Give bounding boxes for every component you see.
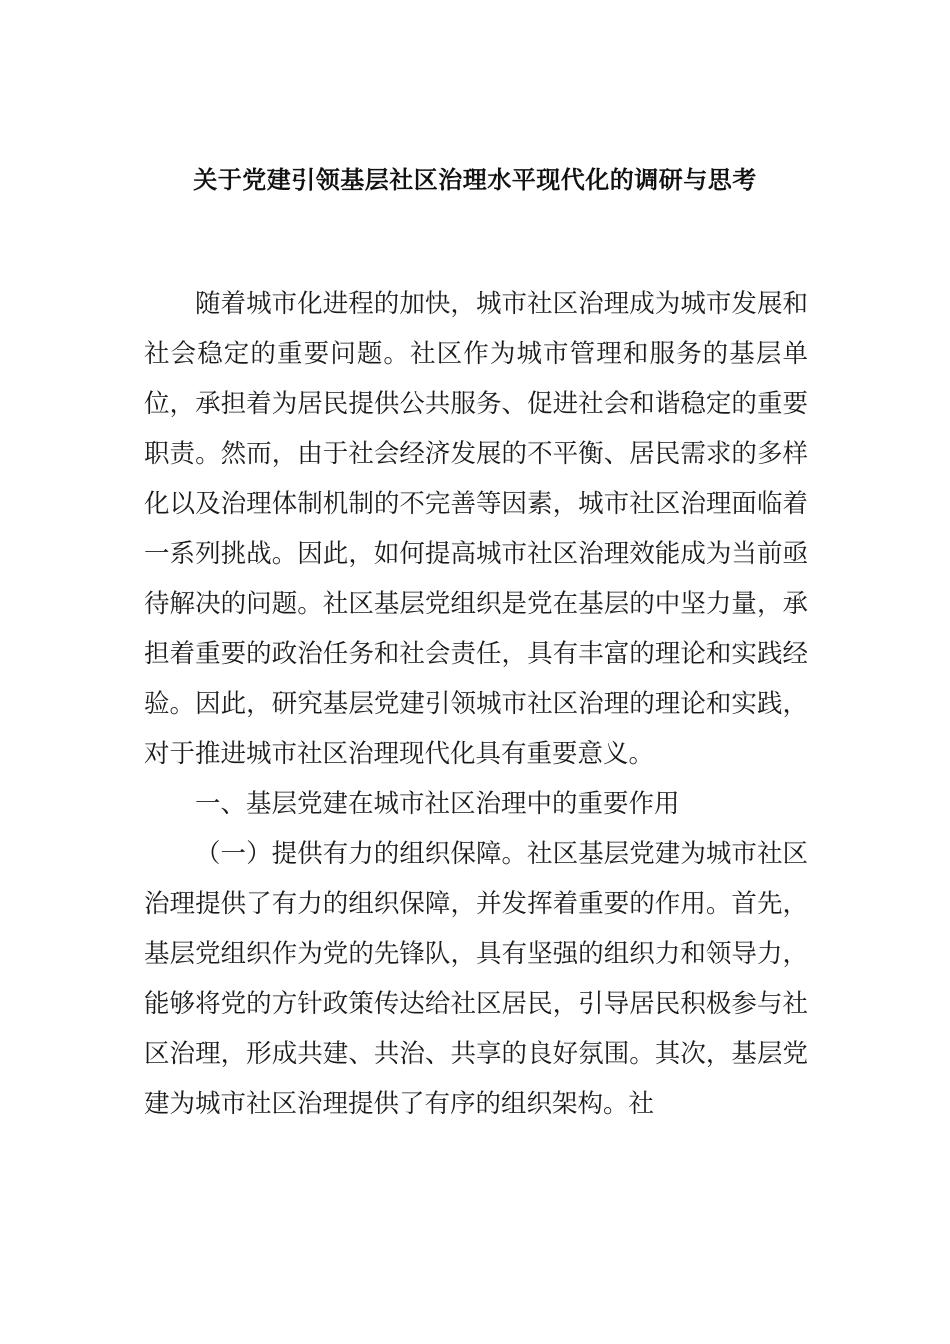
- intro-paragraph: 随着城市化进程的加快，城市社区治理成为城市发展和社会稳定的重要问题。社区作为城市管理和服务的基层单位，承担着为居民提供公共服务、促进社会和谐稳定的重要职责。然而，由于社会经济发展的不平衡、居民需求的多样化以及治理体制机制的不完善等因素，城市社区治理面临着一系列挑战。因此，如何提高城市社区治理效能成为当前亟待解决的问题。社区基层党组织是党在基层的中坚力量，承担着重要的政治任务和社会责任，具有丰富的理论和实践经验。因此，研究基层党建引领城市社区治理的理论和实践，对于推进城市社区治理现代化具有重要意义。: [144, 289, 808, 769]
- document-body: [144, 279, 808, 1129]
- document-title: 关于党建引领基层社区治理水平现代化的调研与思考: [193, 166, 757, 194]
- subsection-paragraph: （一）提供有力的组织保障。社区基层党建为城市社区治理提供了有力的组织保障，并发挥着重要的作用。首先，基层党组织作为党的先锋队，具有坚强的组织力和领导力，能够将党的方针政策传达给社区居民，引导居民积极参与社区治理，形成共建、共治、共享的良好氛围。其次，基层党建为城市社区治理提供了有序的组织架构。社: [144, 839, 808, 1119]
- section-heading: 一、基层党建在城市社区治理中的重要作用: [195, 789, 680, 819]
